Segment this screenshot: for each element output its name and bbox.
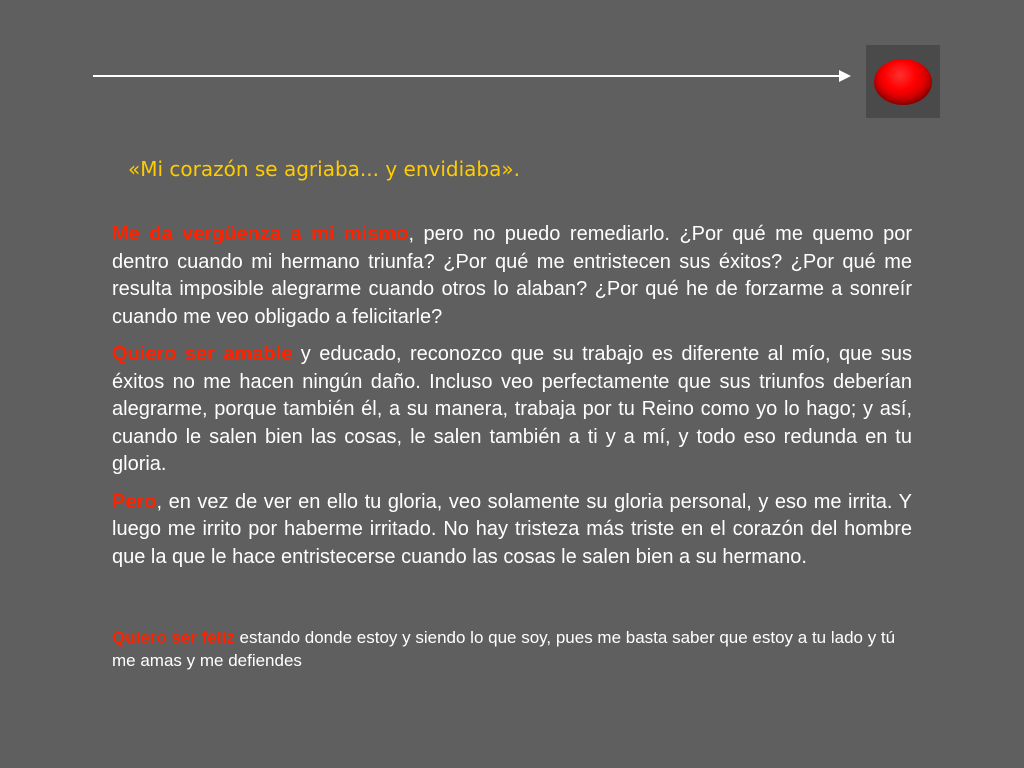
arrow-line: [93, 75, 841, 77]
closing-paragraph: [112, 626, 912, 672]
paragraph-1: [112, 221, 912, 331]
closing-text: [112, 626, 912, 672]
closing-highlight: Quiero ser feliz: [112, 628, 235, 647]
paragraph-1-highlight: Me da vergüenza a mi mismo: [112, 223, 409, 245]
red-ball-button-icon: [874, 59, 932, 105]
arrow-right-icon: [839, 70, 851, 82]
paragraph-3-highlight: Pero: [112, 490, 157, 513]
paragraph-2: [112, 341, 912, 479]
paragraph-1-text: , pero no puedo remediarlo. ¿Por qué me quemo por dentro cuando mi hermano triunfa? ¿Por qué me entristecen sus éxitos? ¿Por qué me resulta imposible alegrarme cuando otros lo alaban? ¿Por qué he de forzarme a sonreír cuando me veo obligado a felicitarle?: [112, 223, 912, 328]
closing-body: estando donde estoy y siendo lo que soy, pues me basta saber que estoy a tu lado y tú me amas y me defiendes: [112, 628, 896, 670]
paragraph-3-text: , en vez de ver en ello tu gloria, veo solamente su gloria personal, y eso me irrita. Y luego me irrito por haberme irritado. No hay tristeza más triste en el corazón del hombre que la que le hace entristecerse cuando las cosas le salen bien a su hermano.: [112, 490, 912, 568]
paragraph-2-text: y educado, reconozco que su trabajo es diferente al mío, que sus éxitos no me hacen ningún daño. Incluso veo perfectamente que sus triunfos deberían alegrarme, porque también él, a su manera, trabaja por tu Reino como yo lo hago; y así, cuando le salen bien las cosas, le salen también a ti y a mí, y todo eso redunda en tu gloria.: [112, 343, 912, 475]
paragraph-3: [112, 489, 912, 572]
slide-title: «Mi corazón se agriaba... y envidiaba».: [128, 157, 520, 181]
slide-body: [112, 221, 912, 581]
next-slide-button[interactable]: [866, 45, 940, 118]
paragraph-2-highlight: Quiero ser amable: [112, 343, 293, 365]
